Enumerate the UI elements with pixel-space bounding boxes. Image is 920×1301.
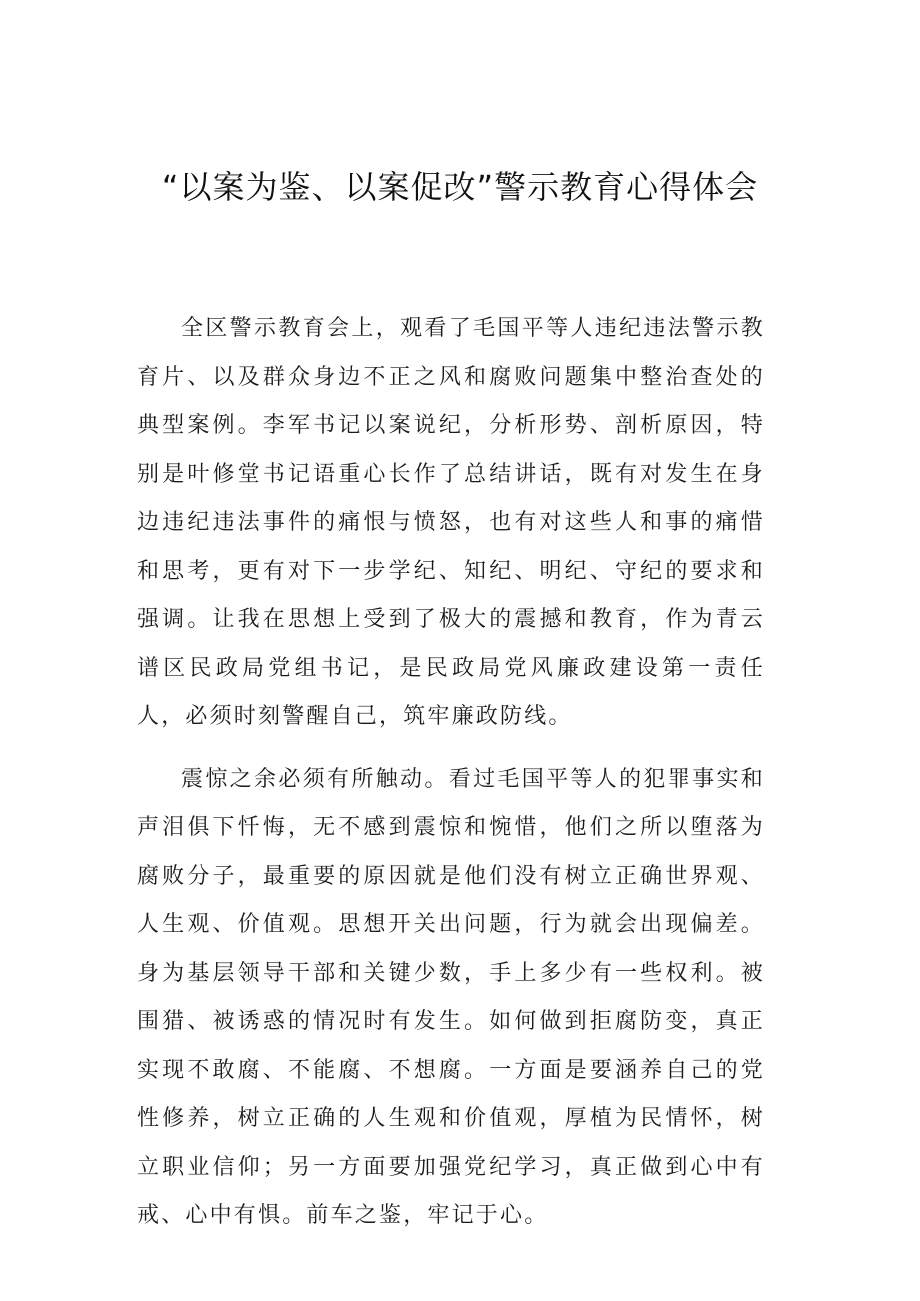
document-body [137, 305, 765, 1255]
document-title: “以案为鉴、以案促改”警示教育心得体会 [161, 168, 759, 206]
paragraph-2: 震惊之余必须有所触动。看过毛国平等人的犯罪事实和声泪俱下忏悔，无不感到震惊和惋惜，他们之所以堕落为腐败分子，最重要的原因就是他们没有树立正确世界观、人生观、价值观。思想开关出问题，行为就会出现偏差。身为基层领导干部和关键少数，手上多少有一些权利。被围猎、被诱惑的情况时有发生。如何做到拒腐防变，真正实现不敢腐、不能腐、不想腐。一方面是要涵养自己的党性修养，树立正确的人生观和价值观，厚植为民情怀，树立职业信仰；另一方面要加强党纪学习，真正做到心中有戒、心中有惧。前车之鉴，牢记于心。 [137, 766, 765, 1228]
paragraph-1: 全区警示教育会上，观看了毛国平等人违纪违法警示教育片、以及群众身边不正之风和腐败问题集中整治查处的典型案例。李军书记以案说纪，分析形势、剖析原因，特别是叶修堂书记语重心长作了总结讲话，既有对发生在身边违纪违法事件的痛恨与愤怒，也有对这些人和事的痛惜和思考，更有对下一步学纪、知纪、明纪、守纪的要求和强调。让我在思想上受到了极大的震撼和教育，作为青云谱区民政局党组书记，是民政局党风廉政建设第一责任人，必须时刻警醒自己，筑牢廉政防线。 [137, 316, 765, 729]
